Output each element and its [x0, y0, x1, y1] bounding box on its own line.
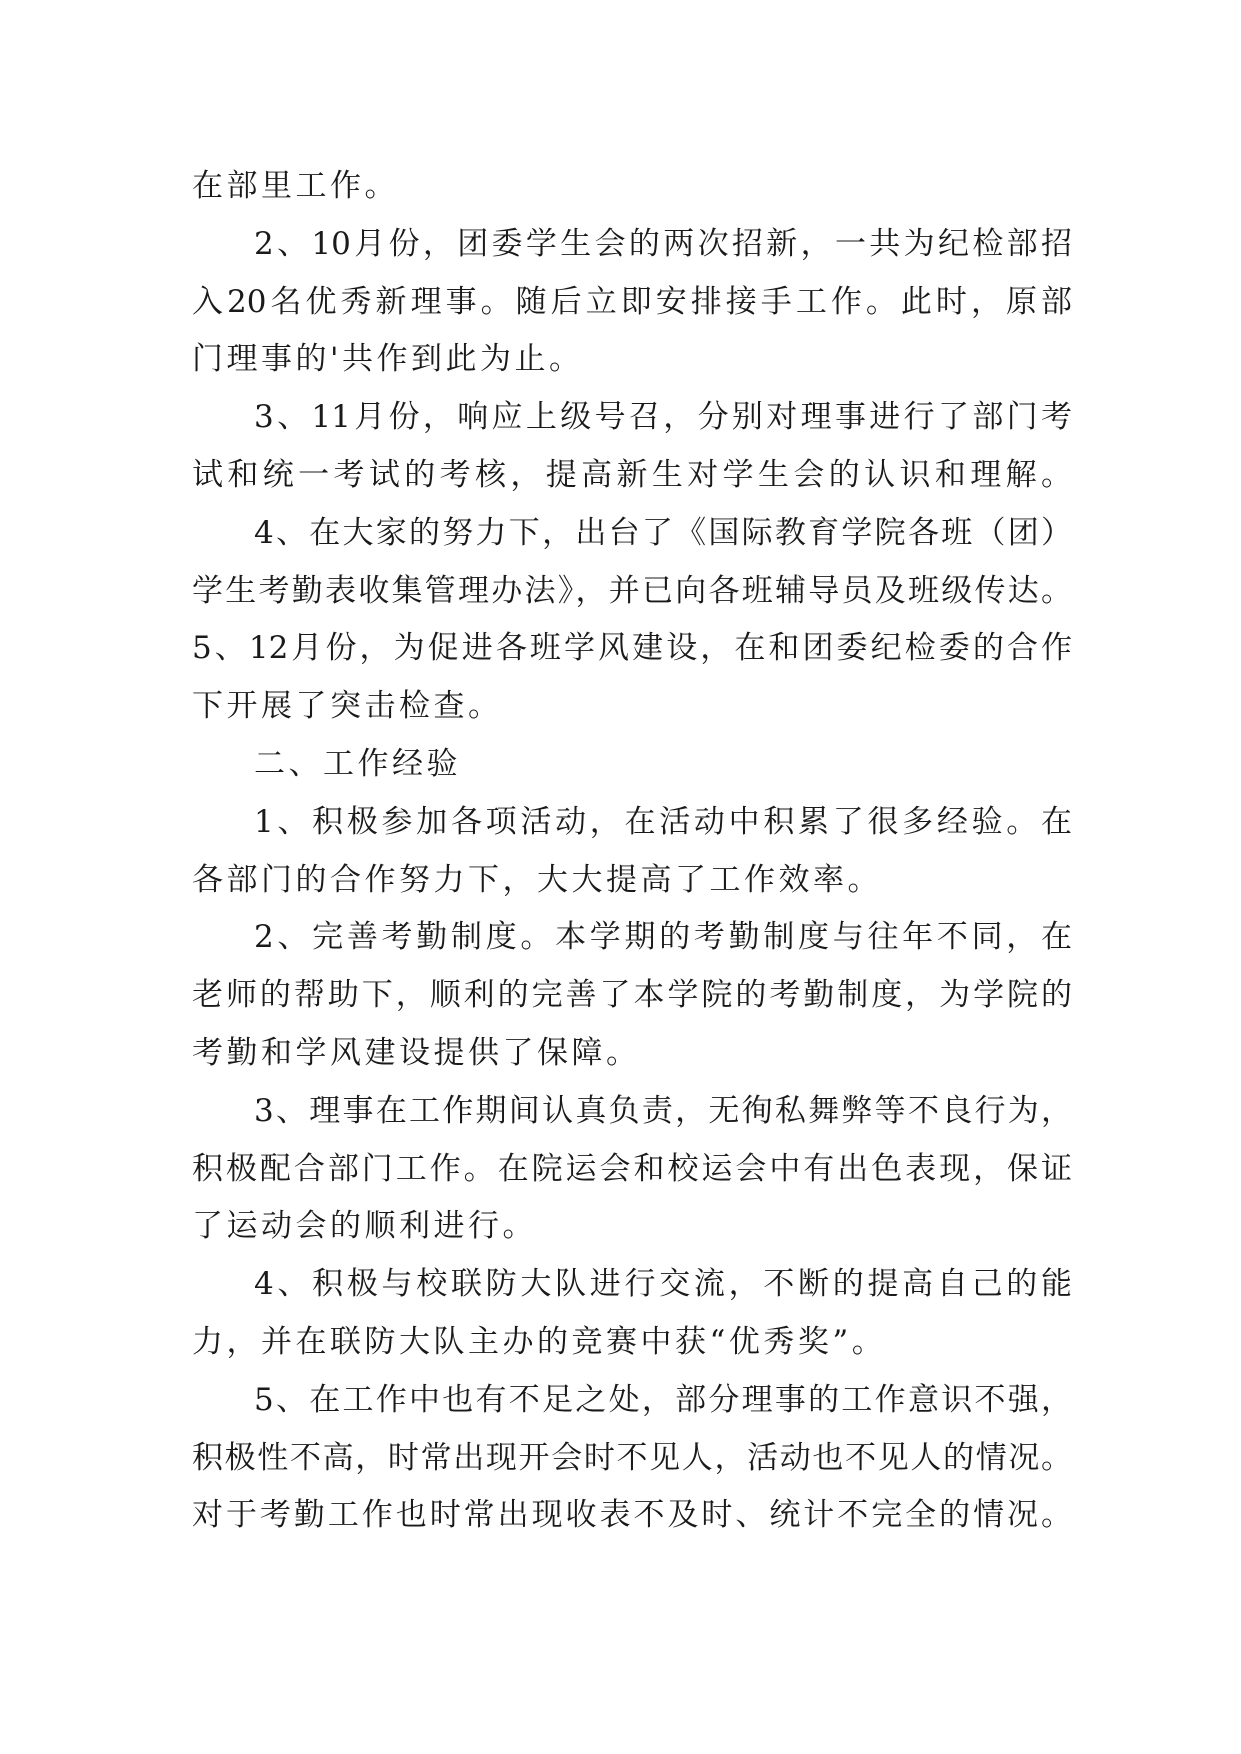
document-page — [192, 158, 1072, 1545]
text-line: 在部里工作。 — [192, 168, 399, 204]
text-line: 2、完善考勤制度。本学期的考勤制度与往年不同，在 — [254, 919, 1072, 956]
text-line: 积极配合部门工作。在院运会和校运会中有出色表现，保证 — [192, 1150, 1072, 1187]
section-heading: 二、工作经验 — [254, 745, 461, 782]
text-line: 各部门的合作努力下，大大提高了工作效率。 — [192, 861, 882, 898]
text-line: 积极性不高，时常出现开会时不见人，活动也不见人的情况。 — [192, 1439, 1072, 1476]
text-line: 门理事的'共作到此为止。 — [192, 341, 584, 378]
text-line: 1、积极参加各项活动，在活动中积累了很多经验。在 — [254, 803, 1072, 840]
text-line: 学生考勤表收集管理办法》，并已向各班辅导员及班级传达。 — [192, 572, 1072, 609]
text-line: 5、在工作中也有不足之处，部分理事的工作意识不强， — [254, 1381, 1072, 1418]
text-line: 入20名优秀新理事。随后立即安排接手工作。此时，原部 — [192, 283, 1072, 320]
text-line: 考勤和学风建设提供了保障。 — [192, 1034, 641, 1071]
text-line: 4、在大家的努力下，出台了《国际教育学院各班（团） — [254, 514, 1072, 551]
text-line: 老师的帮助下，顺利的完善了本学院的考勤制度，为学院的 — [192, 977, 1072, 1014]
text-line: 对于考勤工作也时常出现收表不及时、统计不完全的情况。 — [192, 1497, 1072, 1534]
text-line: 4、积极与校联防大队进行交流，不断的提高自己的能 — [254, 1266, 1072, 1303]
text-line: 5、12月份，为促进各班学风建设，在和团委纪检委的合作 — [192, 630, 1072, 667]
text-line: 试和统一考试的考核，提高新生对学生会的认识和理解。 — [192, 456, 1072, 493]
text-line: 了运动会的顺利进行。 — [192, 1208, 537, 1245]
text-line: 3、理事在工作期间认真负责，无徇私舞弊等不良行为， — [254, 1092, 1072, 1129]
text-line: 2、10月份，团委学生会的两次招新，一共为纪检部招 — [254, 225, 1072, 262]
text-line: 力，并在联防大队主办的竞赛中获“优秀奖”。 — [192, 1323, 887, 1360]
text-line: 下开展了突击检查。 — [192, 688, 503, 725]
text-line: 3、11月份，响应上级号召，分别对理事进行了部门考 — [254, 399, 1072, 436]
